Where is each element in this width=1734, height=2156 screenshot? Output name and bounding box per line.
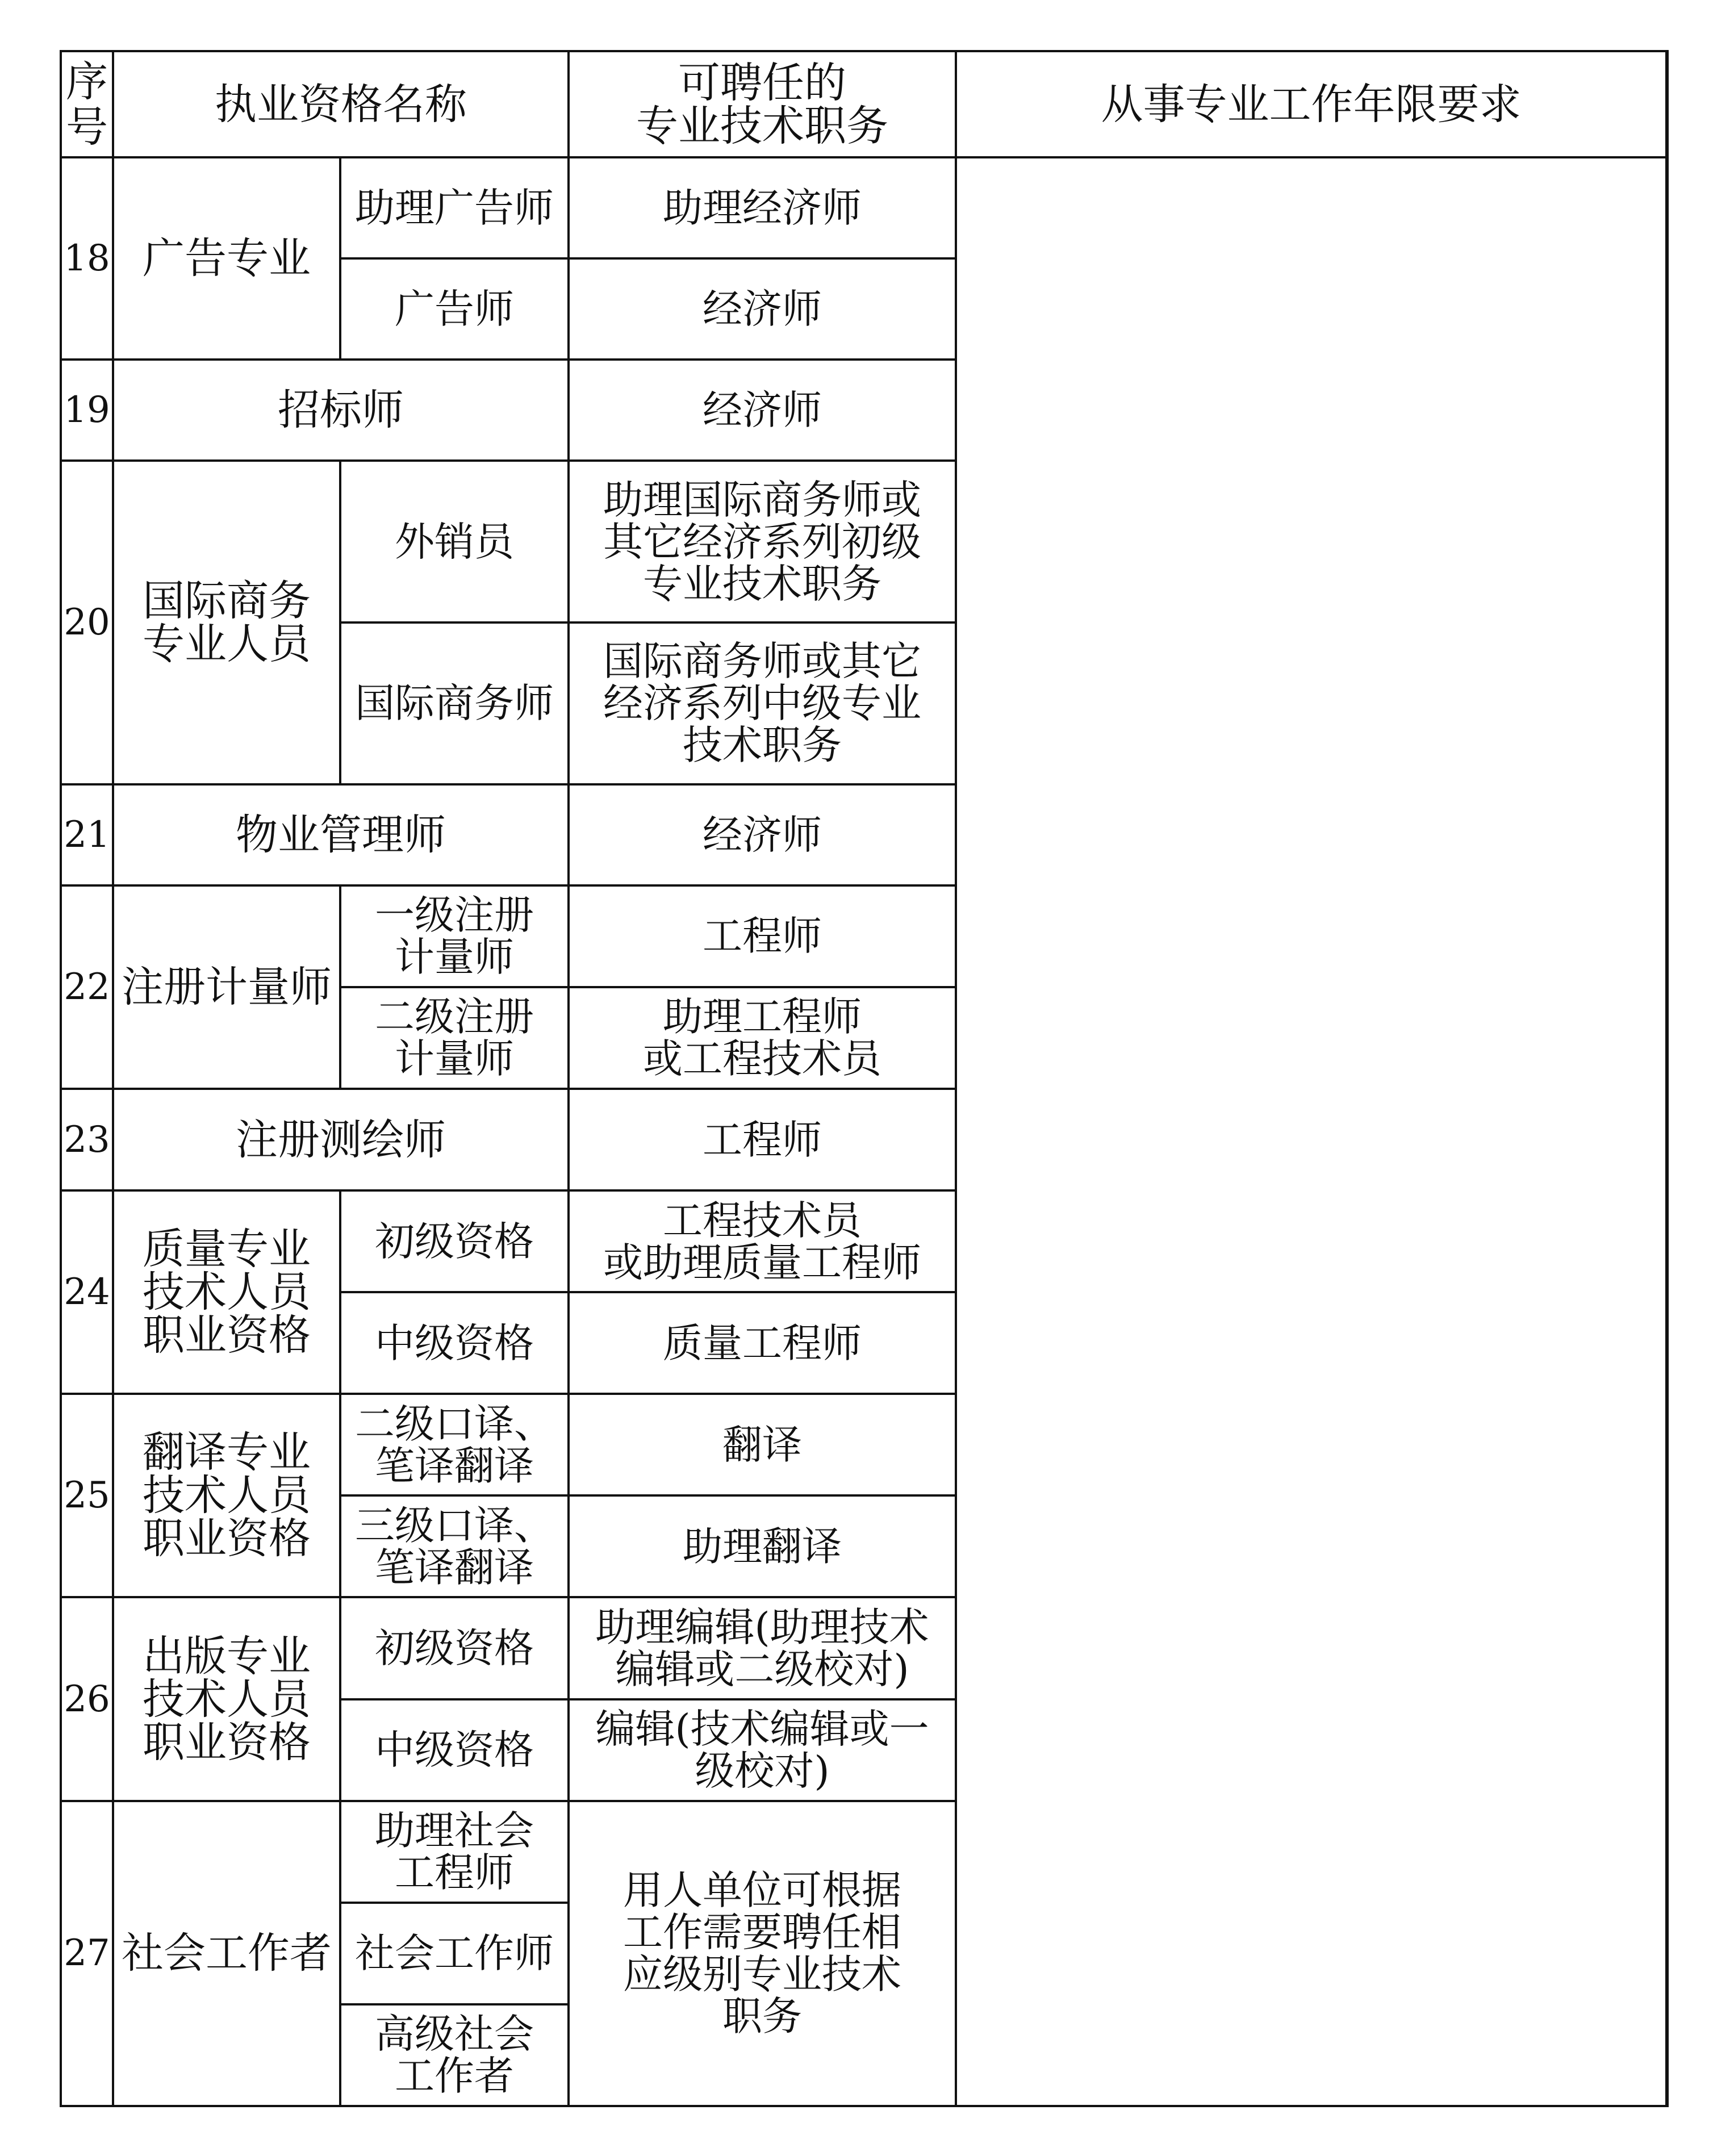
qualification-name: 出版专业 技术人员 职业资格 xyxy=(113,1597,340,1800)
sub-qualification: 中级资格 xyxy=(340,1292,569,1394)
header-qualification-name: 执业资格名称 xyxy=(113,51,569,157)
sub-qualification: 国际商务师 xyxy=(340,622,569,784)
position-cell: 国际商务师或其它 经济系列中级专业 技术职务 xyxy=(569,622,956,784)
sub-qualification: 初级资格 xyxy=(340,1597,569,1699)
row-number: 19 xyxy=(61,360,113,461)
header-seq: 序 号 xyxy=(61,51,113,157)
sub-qualification: 外销员 xyxy=(340,461,569,622)
row-number: 22 xyxy=(61,885,113,1089)
position-cell: 工程师 xyxy=(569,1089,956,1190)
sub-qualification: 社会工作师 xyxy=(340,1903,569,2004)
row-number: 20 xyxy=(61,461,113,784)
qualification-name: 广告专业 xyxy=(113,157,340,360)
row-number: 24 xyxy=(61,1190,113,1394)
position-cell: 经济师 xyxy=(569,784,956,885)
sub-qualification: 广告师 xyxy=(340,258,569,360)
sub-qualification: 助理广告师 xyxy=(340,157,569,258)
position-cell: 用人单位可根据 工作需要聘任相 应级别专业技术 职务 xyxy=(569,1801,956,2106)
years-requirement-cell xyxy=(956,157,1667,2106)
sub-qualification: 助理社会 工程师 xyxy=(340,1801,569,1903)
position-cell: 工程师 xyxy=(569,885,956,987)
position-cell: 经济师 xyxy=(569,360,956,461)
qualification-name: 国际商务 专业人员 xyxy=(113,461,340,784)
header-row xyxy=(61,51,1667,157)
qualification-name: 翻译专业 技术人员 职业资格 xyxy=(113,1394,340,1597)
header-years: 从事专业工作年限要求 xyxy=(956,51,1667,157)
position-cell: 助理国际商务师或 其它经济系列初级 专业技术职务 xyxy=(569,461,956,622)
qualification-table xyxy=(60,50,1669,2107)
qualification-name: 注册计量师 xyxy=(113,885,340,1089)
row-number: 25 xyxy=(61,1394,113,1597)
row-number: 26 xyxy=(61,1597,113,1800)
table-row xyxy=(61,157,1667,258)
row-number: 21 xyxy=(61,784,113,885)
position-cell: 经济师 xyxy=(569,258,956,360)
position-cell: 工程技术员 或助理质量工程师 xyxy=(569,1190,956,1292)
sub-qualification: 一级注册 计量师 xyxy=(340,885,569,987)
row-number: 18 xyxy=(61,157,113,360)
header-position: 可聘任的 专业技术职务 xyxy=(569,51,956,157)
row-number: 27 xyxy=(61,1801,113,2106)
qualification-name: 注册测绘师 xyxy=(113,1089,569,1190)
position-cell: 助理工程师 或工程技术员 xyxy=(569,987,956,1089)
sub-qualification: 中级资格 xyxy=(340,1699,569,1801)
sub-qualification: 高级社会 工作者 xyxy=(340,2004,569,2106)
position-cell: 助理翻译 xyxy=(569,1495,956,1597)
sub-qualification: 三级口译、 笔译翻译 xyxy=(340,1495,569,1597)
position-cell: 编辑(技术编辑或一 级校对) xyxy=(569,1699,956,1801)
qualification-name: 质量专业 技术人员 职业资格 xyxy=(113,1190,340,1394)
sub-qualification: 二级口译、 笔译翻译 xyxy=(340,1394,569,1495)
sub-qualification: 初级资格 xyxy=(340,1190,569,1292)
sub-qualification: 二级注册 计量师 xyxy=(340,987,569,1089)
position-cell: 质量工程师 xyxy=(569,1292,956,1394)
qualification-name: 社会工作者 xyxy=(113,1801,340,2106)
position-cell: 翻译 xyxy=(569,1394,956,1495)
qualification-name: 物业管理师 xyxy=(113,784,569,885)
position-cell: 助理经济师 xyxy=(569,157,956,258)
row-number: 23 xyxy=(61,1089,113,1190)
qualification-name: 招标师 xyxy=(113,360,569,461)
position-cell: 助理编辑(助理技术 编辑或二级校对) xyxy=(569,1597,956,1699)
